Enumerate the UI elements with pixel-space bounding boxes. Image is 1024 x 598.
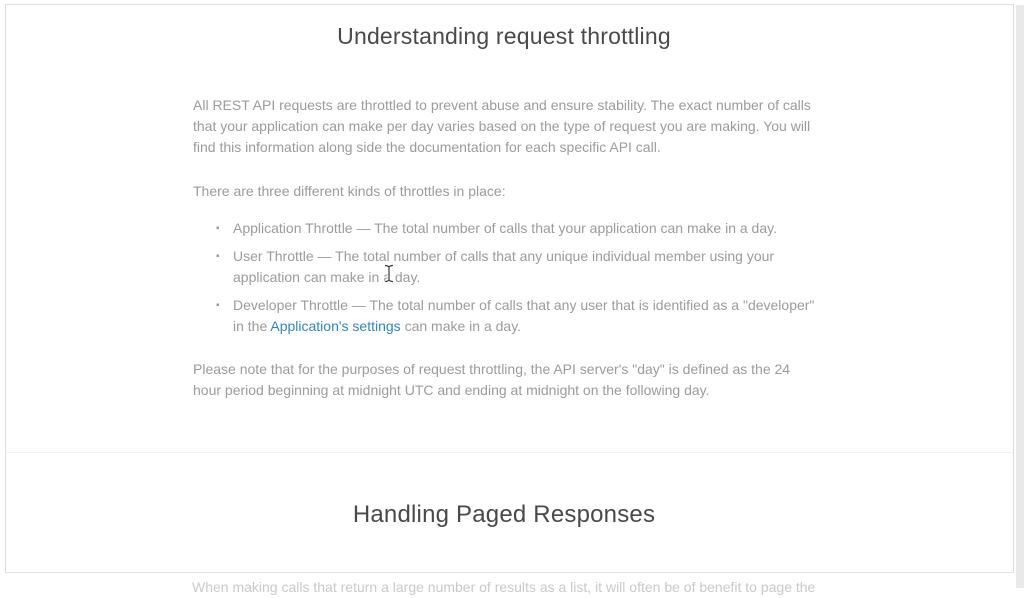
section-divider bbox=[6, 452, 1013, 453]
paged-responses-title: Handling Paged Responses bbox=[352, 501, 656, 528]
throttle-list bbox=[193, 218, 815, 337]
list-item-user-throttle bbox=[233, 246, 815, 288]
page-title: Understanding request throttling bbox=[337, 23, 671, 49]
list-item-text: Developer Throttle — The total number of calls that any user that is identified as a "developer" in the bbox=[233, 297, 815, 334]
list-item-application-throttle bbox=[233, 218, 815, 239]
throttling-note-paragraph: Please note that for the purposes of request throttling, the API server's "day" is defined as the 24 hour period beginning at midnight UTC and ending at midnight on the following day. bbox=[193, 361, 791, 398]
list-item-text-suffix: can make in a day. bbox=[400, 318, 522, 334]
content-column bbox=[193, 5, 815, 401]
documentation-page bbox=[5, 4, 1014, 573]
list-item-developer-throttle bbox=[233, 295, 815, 337]
list-item-text: User Throttle — The total number of calls that any unique individual member using your application can make in a day. bbox=[233, 248, 775, 285]
paging-intro-paragraph-clipped: When making calls that return a large number of results as a list, it will often be of benefit to page the bbox=[192, 579, 816, 595]
scrollbar-gutter[interactable] bbox=[1016, 5, 1024, 588]
applications-settings-link[interactable]: Application's settings bbox=[270, 318, 401, 334]
content-column-2 bbox=[193, 500, 815, 530]
throttling-intro-paragraph: All REST API requests are throttled to prevent abuse and ensure stability. The exact number of calls that your application can make per day varies based on the type of request you are making. You will find this information along side the documentation for each specific API call. bbox=[193, 97, 811, 155]
throttle-kinds-paragraph: There are three different kinds of throttles in place: bbox=[193, 183, 506, 199]
list-item-text: Application Throttle — The total number of calls that your application can make in a day. bbox=[233, 220, 777, 236]
